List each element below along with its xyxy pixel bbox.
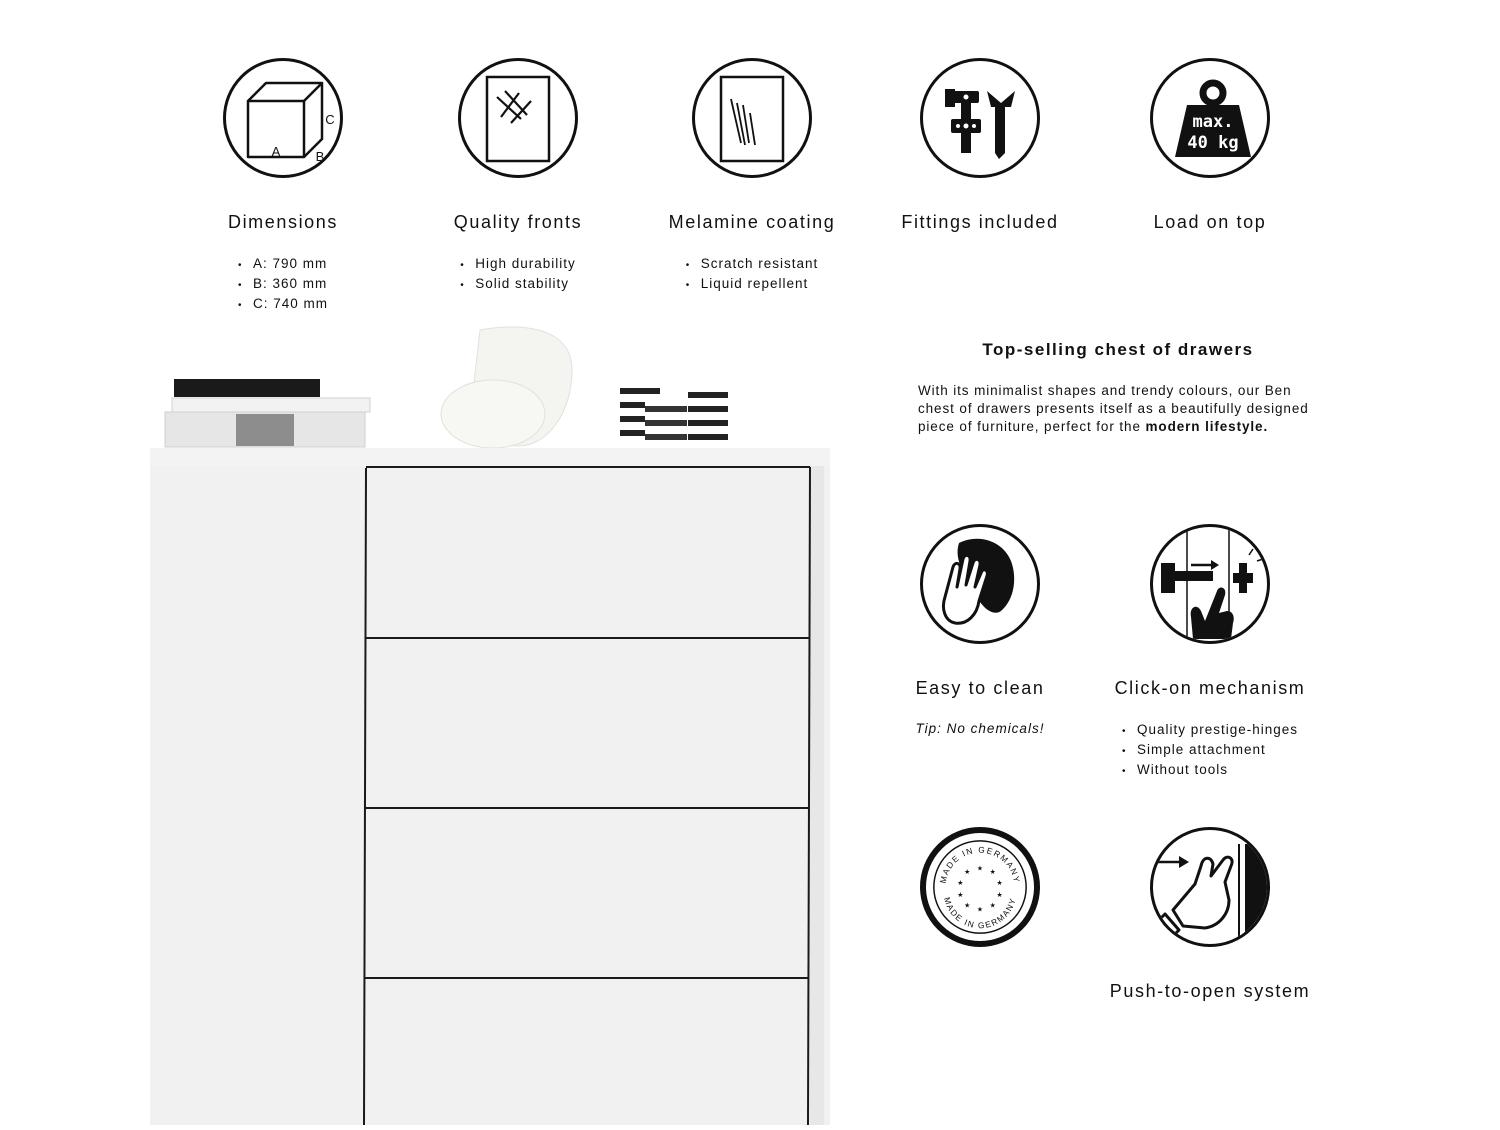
push-to-open-hand-icon [1150, 827, 1270, 947]
feature-dimensions [163, 58, 403, 315]
svg-text:★: ★ [989, 901, 996, 910]
feature-bullet: • B: 360 mm [238, 275, 328, 295]
feature-melamine-coating [632, 58, 872, 295]
feature-title: Click-on mechanism [1114, 678, 1306, 698]
feature-bullet-list [460, 255, 576, 295]
svg-text:MADE IN GERMANY: MADE IN GERMANY [937, 844, 1023, 885]
feature-bullet: • Simple attachment [1122, 741, 1298, 761]
quality-front-panel-icon [458, 58, 578, 178]
chest-of-drawers-image [148, 322, 838, 1125]
feature-bullet: • C: 740 mm [238, 295, 328, 315]
feature-title: Load on top [1153, 212, 1267, 232]
feature-bullet: • Quality prestige-hinges [1122, 721, 1298, 741]
feature-title: Melamine coating [668, 212, 836, 232]
svg-text:MADE IN GERMANY: MADE IN GERMANY [942, 895, 1018, 931]
feature-fittings-included [860, 58, 1100, 233]
svg-text:★: ★ [989, 868, 996, 877]
svg-text:A: A [271, 144, 281, 159]
feature-title: Quality fronts [453, 212, 583, 232]
feature-tip: Tip: No chemicals! [915, 721, 1045, 736]
scratch-resistant-panel-icon [692, 58, 812, 178]
feature-title: Dimensions [227, 212, 339, 232]
svg-text:max.: max. [1192, 112, 1234, 132]
feature-title: Easy to clean [915, 678, 1045, 698]
feature-bullet: • Without tools [1122, 761, 1298, 781]
made-in-germany-seal-icon [920, 827, 1040, 947]
svg-text:40 kg: 40 kg [1187, 133, 1239, 153]
svg-text:★: ★ [964, 868, 971, 877]
svg-text:C: C [325, 112, 335, 127]
feature-bullet: • Scratch resistant [686, 255, 819, 275]
feature-bullet: • A: 790 mm [238, 255, 328, 275]
feature-bullet-list [238, 255, 328, 315]
intro-text: With its minimalist shapes and trendy colours, our Ben chest of drawers presents itself as a beautifully designed piece of furniture, perfect for the modern lifestyle. [918, 383, 1309, 434]
svg-text:★: ★ [996, 890, 1003, 899]
svg-text:B: B [315, 149, 325, 164]
svg-text:★: ★ [996, 879, 1003, 888]
cleaning-hand-cloth-icon [920, 524, 1040, 644]
feature-bullet: • Solid stability [460, 275, 576, 295]
feature-bullet: • High durability [460, 255, 576, 275]
svg-text:★: ★ [957, 879, 964, 888]
feature-push-to-open [1090, 827, 1330, 1002]
dimension-cube-icon [223, 58, 343, 178]
feature-click-on-mechanism [1090, 524, 1330, 781]
weight-icon [1150, 58, 1270, 178]
intro-highlight: modern lifestyle. [1145, 419, 1269, 434]
feature-made-in-germany [860, 827, 1100, 947]
svg-text:★: ★ [964, 901, 971, 910]
feature-bullet-list [686, 255, 819, 295]
feature-title: Fittings included [901, 212, 1059, 232]
feature-bullet-list [1122, 721, 1298, 781]
svg-text:★: ★ [976, 864, 984, 873]
feature-title: Push-to-open system [1109, 981, 1311, 1001]
click-on-hinge-icon [1150, 524, 1270, 644]
svg-text:★: ★ [957, 890, 964, 899]
feature-easy-to-clean [860, 524, 1100, 736]
feature-load-on-top [1090, 58, 1330, 233]
feature-bullet: • Liquid repellent [686, 275, 819, 295]
hinge-and-screw-icon [920, 58, 1040, 178]
svg-text:★: ★ [976, 905, 984, 914]
feature-quality-fronts [398, 58, 638, 295]
product-intro [918, 340, 1318, 436]
intro-heading: Top-selling chest of drawers [982, 340, 1254, 359]
